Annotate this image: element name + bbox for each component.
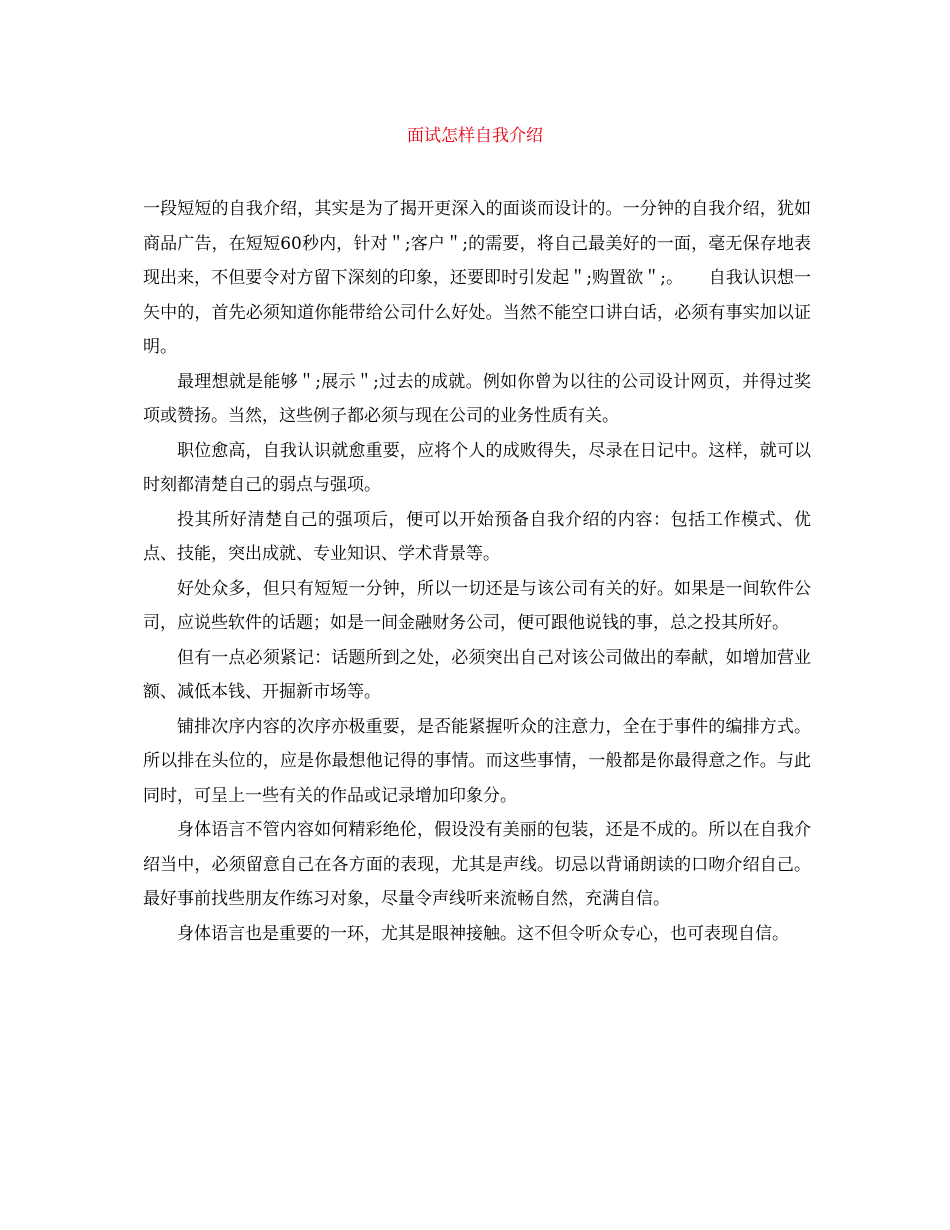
document-title: 面试怎样自我介绍 [407,126,543,146]
paragraph-5: 好处众多，但只有短短一分钟，所以一切还是与该公司有关的好。如果是一间软件公司，应说些软件的话题；如是一间金融财务公司，便可跟他说钱的事，总之投其所好。 [143,578,811,633]
paragraph-8: 身体语言不管内容如何精彩绝伦，假设没有美丽的包装，还是不成的。所以在自我介绍当中，必须留意自己在各方面的表现，尤其是声线。切忌以背诵朗读的口吻介绍自己。最好事前找些朋友作练习对象，尽量令声线听来流畅自然，充满自信。 [143,820,811,909]
paragraph-7: 铺排次序内容的次序亦极重要，是否能紧握听众的注意力，全在于事件的编排方式。所以排在头位的，应是你最想他记得的事情。而这些事情，一般都是你最得意之作。与此同时，可呈上一些有关的作品或记录增加印象分。 [143,716,811,806]
paragraph-6: 但有一点必须紧记：话题所到之处，必须突出自己对该公司做出的奉献，如增加营业额、减低本钱、开掘新市场等。 [143,647,811,702]
paragraph-1: 一段短短的自我介绍，其实是为了揭开更深入的面谈而设计的。一分钟的自我介绍，犹如商品广告，在短短60秒内，针对＂;客户＂;的需要，将自己最美好的一面，毫无保存地表现出来，不但要令对方留下深刻的印象，还要即时引发起＂;购置欲＂;。 自我认识想一矢中的，首先必须知道你能带给公司什么好处。当然不能空口讲白话，必须有事实加以证明。 [143,199,811,357]
paragraph-3: 职位愈高，自我认识就愈重要，应将个人的成败得失，尽录在日记中。这样，就可以时刻都清楚自己的弱点与强项。 [143,440,811,495]
paragraph-9: 身体语言也是重要的一环，尤其是眼神接触。这不但令听众专心，也可表现自信。 [177,923,789,944]
paragraph-2: 最理想就是能够＂;展示＂;过去的成就。例如你曾为以往的公司设计网页，并得过奖项或赞扬。当然，这些例子都必须与现在公司的业务性质有关。 [143,371,811,426]
document-body [143,192,811,951]
paragraph-4: 投其所好清楚自己的强项后，便可以开始预备自我介绍的内容：包括工作模式、优点、技能，突出成就、专业知识、学术背景等。 [143,509,811,564]
